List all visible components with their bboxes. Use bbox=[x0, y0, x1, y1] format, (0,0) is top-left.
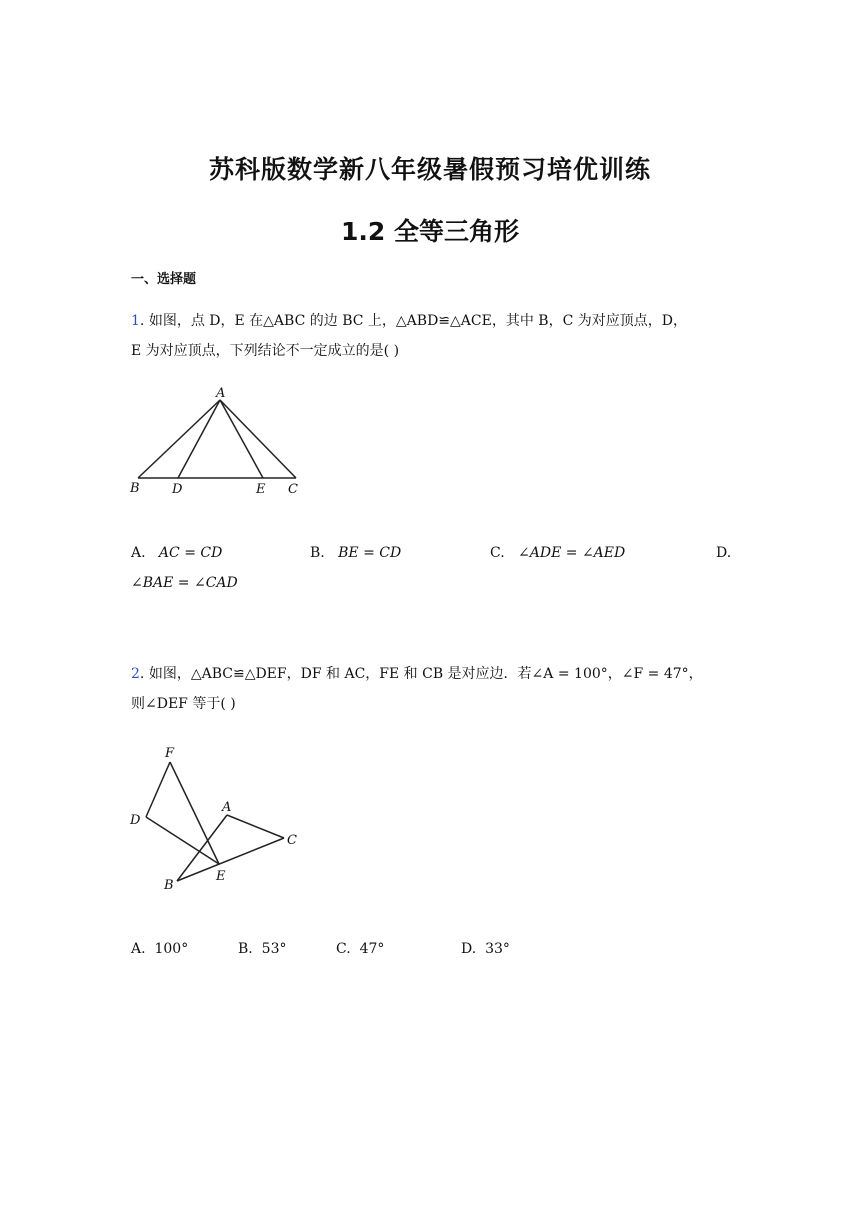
q2-option-d[interactable] bbox=[461, 941, 510, 957]
q2-option-b[interactable] bbox=[238, 941, 286, 957]
q2-option-b-text: 53° bbox=[261, 941, 287, 957]
q2-option-d-label: D. bbox=[461, 941, 477, 957]
q2-option-c-text: 47° bbox=[359, 941, 385, 957]
q1-label-d: D bbox=[172, 482, 183, 497]
document-title: 苏科版数学新八年级暑假预习培优训练 bbox=[208, 155, 651, 184]
q1-label-a: A bbox=[216, 386, 226, 401]
q1-option-d-label[interactable]: D. bbox=[716, 545, 732, 561]
q1-text-line1: . 如图，点 D，E 在△ABC 的边 BC 上，△ABD≌△ACE，其中 B，C 为对应顶点，D， bbox=[139, 313, 687, 329]
q2-seg-fd bbox=[146, 762, 170, 817]
q2-label-c: C bbox=[287, 833, 297, 848]
q2-seg-ac bbox=[227, 815, 284, 838]
q1-option-c[interactable] bbox=[490, 545, 625, 561]
q1-option-a[interactable] bbox=[131, 545, 222, 561]
q1-option-b-text: BE = CD bbox=[338, 545, 402, 561]
q2-option-b-label: B. bbox=[238, 941, 253, 957]
q2-label-f: F bbox=[165, 746, 175, 761]
q1-label-b: B bbox=[130, 481, 140, 496]
q1-option-d-text: ∠BAE = ∠CAD bbox=[131, 575, 238, 591]
q2-option-d-text: 33° bbox=[485, 941, 510, 957]
q2-figure bbox=[120, 740, 320, 900]
q1-line1 bbox=[131, 310, 687, 330]
q1-option-c-text: ∠ADE = ∠AED bbox=[518, 545, 626, 561]
document-subtitle: 1.2 全等三角形 bbox=[341, 217, 519, 246]
q2-number: 2 bbox=[131, 666, 140, 682]
q1-seg-ac bbox=[220, 400, 296, 478]
q1-number: 1 bbox=[131, 313, 140, 329]
section-heading: 一、选择题 bbox=[131, 272, 197, 287]
q2-label-b: B bbox=[164, 878, 174, 893]
q1-option-b[interactable] bbox=[310, 545, 401, 561]
q2-line1 bbox=[131, 663, 703, 683]
q1-option-a-label: A. bbox=[131, 545, 146, 561]
q1-label-c: C bbox=[288, 482, 298, 497]
q2-text-line2: 则∠DEF 等于( ) bbox=[131, 696, 236, 712]
q1-option-a-text: AC = CD bbox=[158, 545, 223, 561]
q2-option-c-label: C. bbox=[336, 941, 351, 957]
q1-seg-ad bbox=[178, 400, 220, 478]
q1-label-e: E bbox=[256, 482, 266, 497]
q2-option-a-text: 100° bbox=[154, 941, 189, 957]
q2-label-e: E bbox=[216, 869, 226, 884]
q2-text-line1: . 如图，△ABC≌△DEF，DF 和 AC，FE 和 CB 是对应边．若∠A = 100°，∠F = 47°， bbox=[139, 666, 703, 682]
q1-option-c-label: C. bbox=[490, 545, 505, 561]
q1-seg-ae bbox=[220, 400, 263, 478]
q1-seg-ab bbox=[138, 400, 220, 478]
q1-option-b-label: B. bbox=[310, 545, 325, 561]
q2-label-a: A bbox=[222, 800, 232, 815]
q1-text-line2: E 为对应顶点，下列结论不一定成立的是( ) bbox=[131, 343, 400, 359]
q2-option-a-label: A. bbox=[131, 941, 146, 957]
q2-option-c[interactable] bbox=[336, 941, 384, 957]
q1-figure bbox=[120, 380, 320, 500]
q2-option-a[interactable] bbox=[131, 941, 188, 957]
q2-label-d: D bbox=[130, 813, 141, 828]
